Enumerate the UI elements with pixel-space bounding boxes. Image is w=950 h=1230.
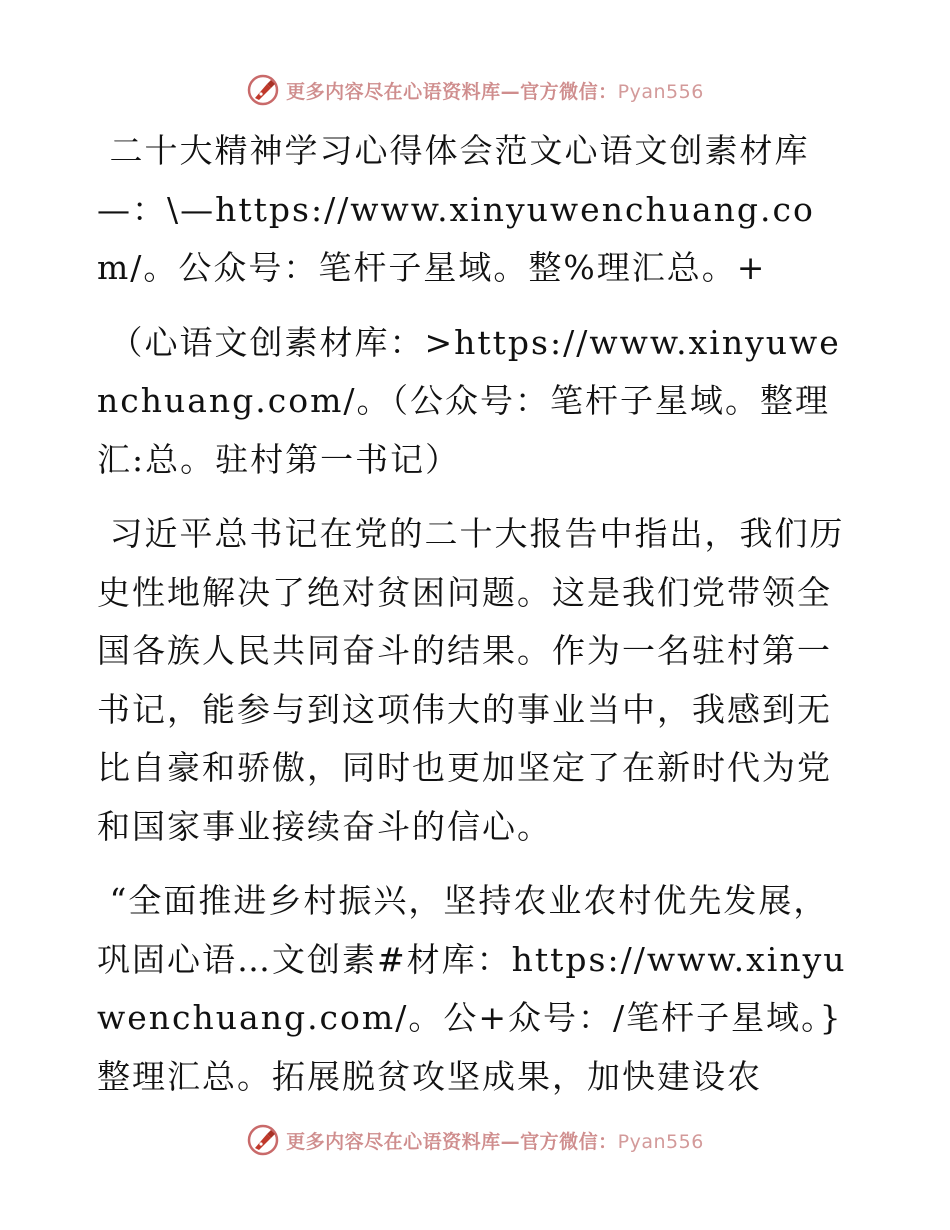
paragraph-title: 二十大精神学习心得体会范文心语文创素材库—：\—https://www.xinyuwenchuang.com/。公众号：笔杆子星域。整%理汇总。+	[97, 131, 815, 287]
pen-nib-logo-icon	[246, 1123, 280, 1157]
wechat-id: Pyan556	[617, 80, 704, 103]
footer-watermark	[0, 1120, 950, 1160]
paragraph-source: （心语文创素材库：>https://www.xinyuwenchuang.com/。（公众号：笔杆子星域。整理汇:总。驻村第一书记）	[97, 322, 841, 479]
paragraph-body-1: 习近平总书记在党的二十大报告中指出，我们历史性地解决了绝对贫困问题。这是我们党带领全国各族人民共同奋斗的结果。作为一名驻村第一书记，能参与到这项伟大的事业当中，我感到无比自豪和骄傲，同时也更加坚定了在新时代为党和国家事业接续奋斗的信心。	[97, 514, 845, 846]
paragraph-body-2: “全面推进乡村振兴，坚持农业农村优先发展，巩固心语…文创素#材库：https://www.xinyuwenchuang.com/。公+众号：/笔杆子星域。}整理汇总。拓展脱贫攻坚成果，加快建设农	[97, 881, 847, 1096]
pen-nib-logo-icon	[246, 73, 280, 107]
document-body	[97, 122, 857, 1122]
wechat-id: Pyan556	[617, 1130, 704, 1153]
watermark-text: 更多内容尽在心语资料库—官方微信：Pyan556	[286, 80, 704, 103]
header-watermark	[0, 70, 950, 110]
watermark-text: 更多内容尽在心语资料库—官方微信：Pyan556	[286, 1130, 704, 1153]
